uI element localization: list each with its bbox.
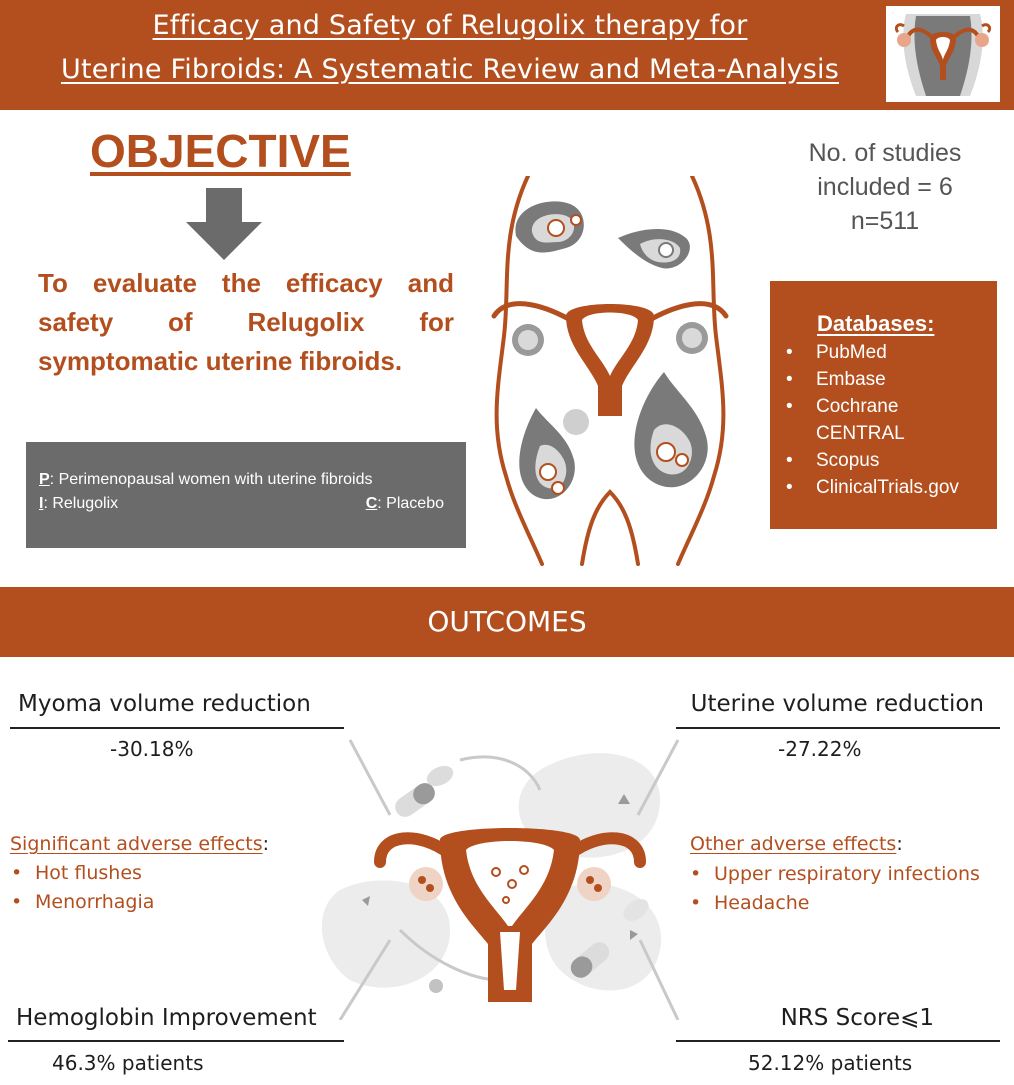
adverse-item: • Headache	[679, 889, 980, 918]
pico-p-letter: P	[39, 471, 50, 488]
down-arrow-icon	[186, 188, 262, 260]
database-item: • ClinicalTrials.gov	[786, 474, 959, 501]
database-item: • Embase	[786, 366, 959, 393]
databases-list	[786, 339, 959, 501]
database-item: • Scopus	[786, 447, 959, 474]
outcomes-title: OUTCOMES	[427, 605, 587, 638]
pico-c-text: : Placebo	[377, 495, 444, 512]
significant-adverse-list	[0, 859, 154, 917]
pico-i-text: : Relugolix	[43, 495, 119, 512]
pico-intervention	[39, 495, 118, 513]
female-body-fibroids-illustration	[470, 176, 750, 566]
other-adverse-title-text: Other adverse effects	[690, 833, 897, 855]
pico-comparison	[366, 495, 444, 513]
adverse-item: • Upper respiratory infections	[679, 860, 980, 889]
other-adverse-colon: :	[896, 833, 903, 855]
pico-i-letter: I	[39, 495, 44, 512]
uterus-pills-illustration	[300, 700, 720, 1020]
myoma-divider	[10, 727, 344, 729]
objective-text: To evaluate the efficacy and safety of Relugolix for symptomatic uterine fibroids.	[38, 268, 454, 376]
myoma-value: -30.18%	[110, 737, 194, 761]
significant-adverse-title-text: Significant adverse effects	[10, 833, 263, 855]
hemoglobin-label: Hemoglobin Improvement	[16, 1005, 317, 1031]
studies-summary	[760, 136, 1010, 238]
header-icon-box	[886, 6, 1000, 102]
pico-box	[26, 442, 466, 548]
hemoglobin-divider	[8, 1040, 344, 1042]
adverse-item: • Hot flushes	[0, 859, 154, 888]
other-adverse-title	[690, 833, 903, 855]
pico-population	[39, 471, 373, 489]
fibroid-drop	[634, 372, 707, 487]
databases-title: Databases:	[817, 311, 935, 336]
other-adverse-list	[679, 860, 980, 918]
nrs-divider	[676, 1040, 1000, 1042]
outcomes-banner	[0, 587, 1014, 657]
database-item: CENTRAL	[816, 423, 905, 444]
database-item: • PubMed	[786, 339, 959, 366]
uterus-icon	[886, 6, 1000, 102]
nrs-label: NRS Score⩽1	[780, 1005, 934, 1031]
objective-heading: OBJECTIVE	[90, 125, 351, 177]
fibroid-drop	[515, 201, 583, 252]
pico-p-text: : Perimenopausal women with uterine fibroids	[49, 471, 373, 488]
databases-box	[770, 281, 997, 529]
header-banner	[0, 0, 1014, 110]
uterine-label: Uterine volume reduction	[690, 691, 984, 717]
pico-c-letter: C	[365, 495, 378, 512]
title-line-1: Efficacy and Safety of Relugolix therapy for	[152, 10, 748, 41]
uterine-divider	[676, 727, 1000, 729]
studies-line-2: included = 6	[817, 173, 953, 201]
adverse-item: • Menorrhagia	[0, 888, 154, 917]
title-line-2: Uterine Fibroids: A Systematic Review and Meta-Analysis	[60, 54, 839, 85]
significant-adverse-colon: :	[262, 833, 270, 855]
uterine-value: -27.22%	[778, 737, 862, 761]
significant-adverse-title	[10, 833, 269, 855]
studies-line-3: n=511	[850, 207, 920, 235]
database-item: • Cochrane	[786, 393, 959, 420]
uterus-drawing	[494, 304, 726, 416]
myoma-label: Myoma volume reduction	[18, 691, 311, 717]
hemoglobin-value: 46.3% patients	[52, 1051, 204, 1075]
fibroid-drop	[618, 229, 690, 269]
studies-line-1: No. of studies	[808, 139, 962, 167]
nrs-value: 52.12% patients	[748, 1051, 913, 1075]
